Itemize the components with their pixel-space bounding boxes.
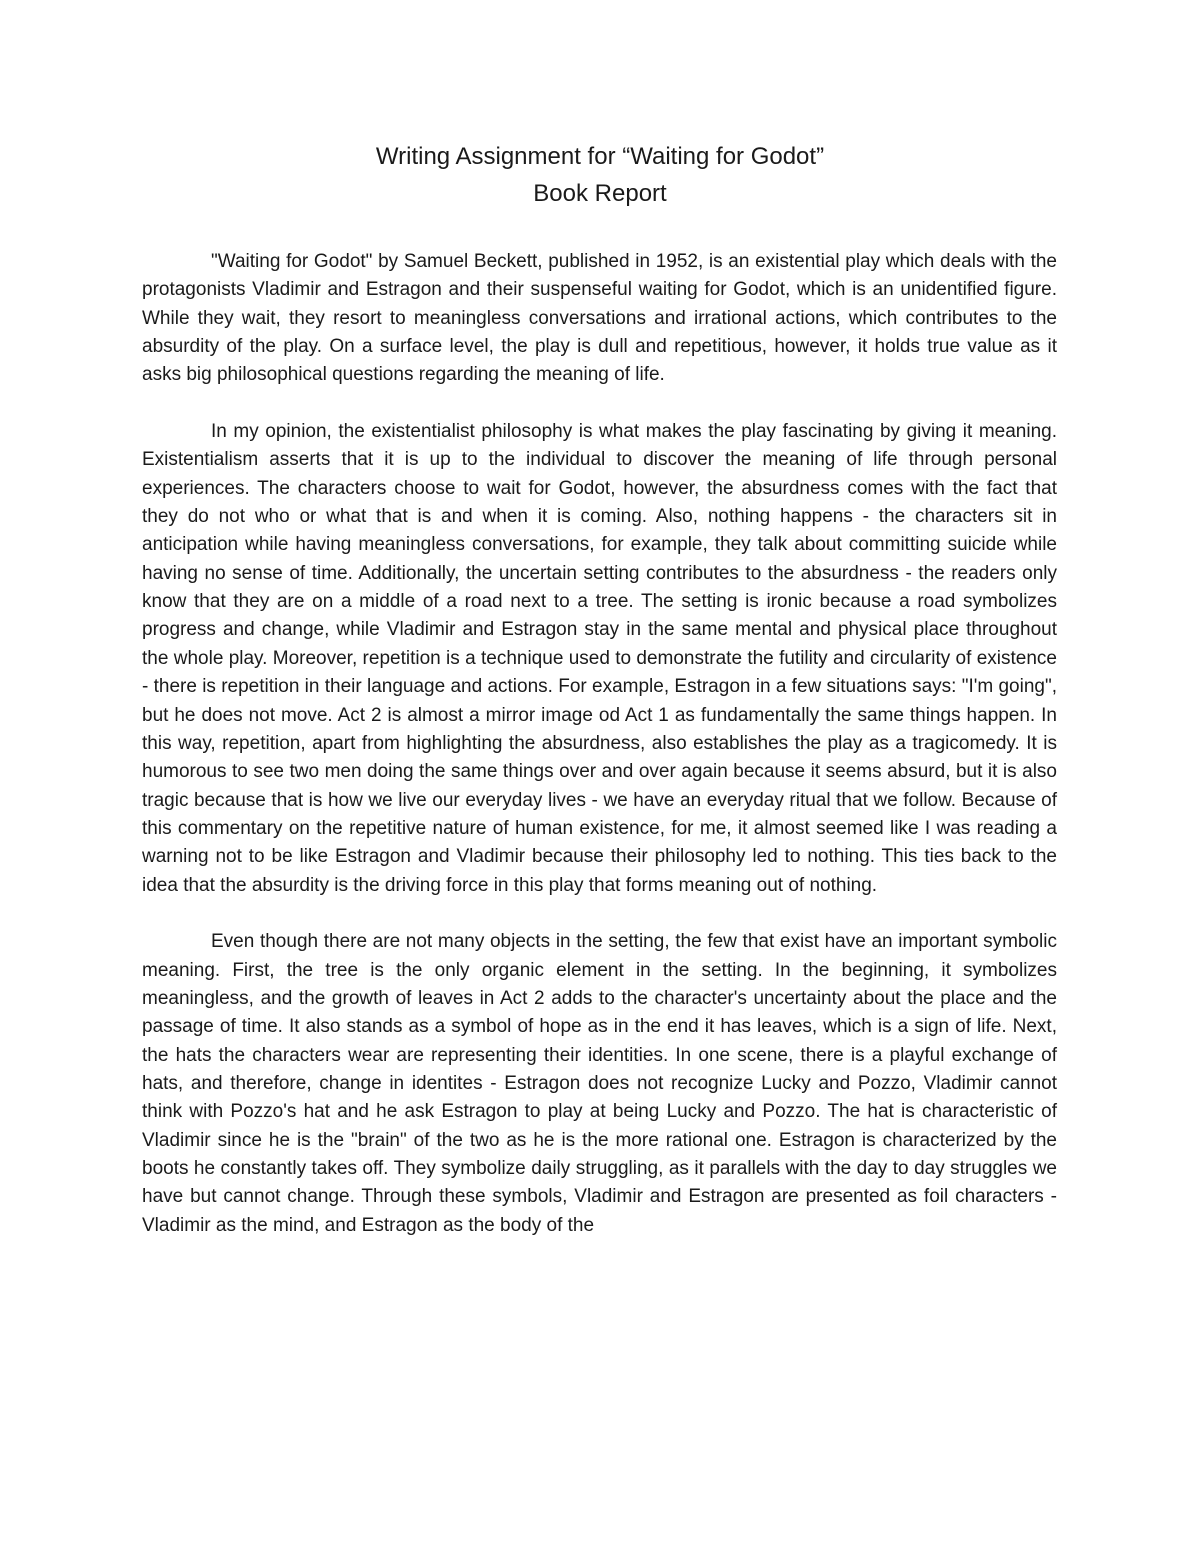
paragraph-3: Even though there are not many objects in the setting, the few that exist have an important symbolic meaning. First, the tree is the only organic element in the setting. In the beginning, it symbolizes meaningless, and the growth of leaves in Act 2 adds to the character's uncertainty about the place and the passage of time. It also stands as a symbol of hope as in the end it has leaves, which is a sign of life. Next, the hats the characters wear are representing their identities. In one scene, there is a playful exchange of hats, and therefore, change in identites - Estragon does not recognize Lucky and Pozzo, Vladimir cannot think with Pozzo's hat and he ask Estragon to play at being Lucky and Pozzo. The hat is characteristic of Vladimir since he is the "brain" of the two as he is the more rational one. Estragon is characterized by the boots he constantly takes off. They symbolize daily struggling, as it parallels with the day to day struggles we have but cannot change. Through these symbols, Vladimir and Estragon are presented as foil characters - Vladimir as the mind, and Estragon as the body of the: [142, 931, 1057, 1236]
title-block: [0, 138, 1200, 212]
document-title: Writing Assignment for “Waiting for Godot”: [375, 143, 825, 170]
document-subtitle: Book Report: [533, 180, 667, 207]
body-text: [142, 248, 1057, 1268]
paragraph-1: "Waiting for Godot" by Samuel Beckett, published in 1952, is an existential play which deals with the protagonists Vladimir and Estragon and their suspenseful waiting for Godot, which is an unidentified figure. While they wait, they resort to meaningless conversations and irrational actions, which contributes to the absurdity of the play. On a surface level, the play is dull and repetitious, however, it holds true value as it asks big philosophical questions regarding the meaning of life.: [142, 251, 1057, 386]
paragraph-2: In my opinion, the existentialist philosophy is what makes the play fascinating by giving it meaning. Existentialism asserts that it is up to the individual to discover the meaning of life through personal experiences. The characters choose to wait for Godot, however, the absurdness comes with the fact that they do not who or what that is and when it is coming. Also, nothing happens - the characters sit in anticipation while having meaningless conversations, for example, they talk about committing suicide while having no sense of time. Additionally, the uncertain setting contributes to the absurdness - the readers only know that they are on a middle of a road next to a tree. The setting is ironic because a road symbolizes progress and change, while Vladimir and Estragon stay in the same mental and physical place throughout the whole play. Moreover, repetition is a technique used to demonstrate the futility and circularity of existence - there is repetition in their language and actions. For example, Estragon in a few situations says: "I'm going", but he does not move. Act 2 is almost a mirror image od Act 1 as fundamentally the same things happen. In this way, repetition, apart from highlighting the absurdness, also establishes the play as a tragicomedy. It is humorous to see two men doing the same things over and over again because it seems absurd, but it is also tragic because that is how we live our everyday lives - we have an everyday ritual that we follow. Because of this commentary on the repetitive nature of human existence, for me, it almost seemed like I was reading a warning not to be like Estragon and Vladimir because their philosophy led to nothing. This ties back to the idea that the absurdity is the driving force in this play that forms meaning out of nothing.: [142, 421, 1057, 896]
